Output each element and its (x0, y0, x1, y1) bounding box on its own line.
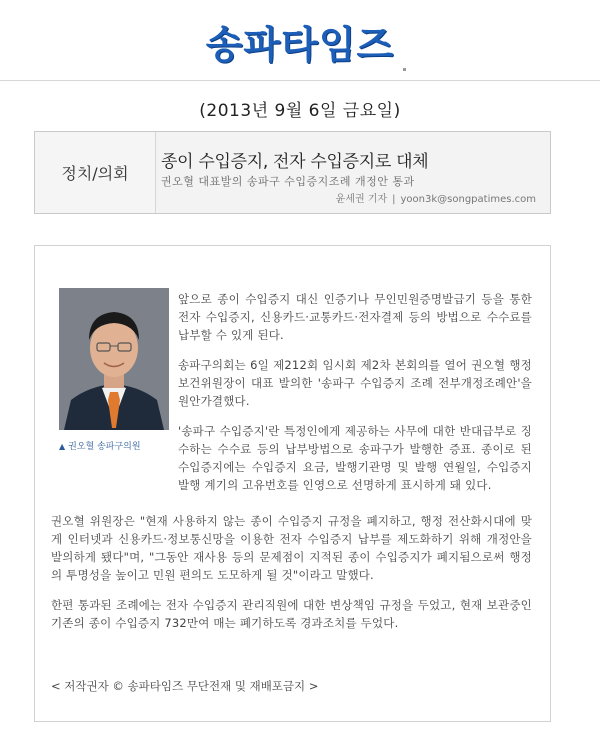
paragraph-1: 앞으로 종이 수입증지 대신 인증기나 무인민원증명발급기 등을 통한 전자 수입증지, 신용카드·교통카드·전자결제 등의 방법으로 수수료를 납부할 수 있게 된다. (178, 292, 532, 342)
category-label: 정치/의회 (35, 132, 156, 213)
masthead (0, 0, 600, 81)
portrait-photo (59, 288, 169, 430)
site-logo[interactable]: 송파타임즈 (205, 23, 395, 67)
portrait-image (59, 288, 169, 430)
reporter-name: 윤세권 기자 (335, 194, 388, 205)
byline (336, 190, 536, 205)
article-header (34, 131, 551, 214)
paragraph-5: 한편 통과된 조례에는 전자 수입증지 관리직원에 대한 변상책임 규정을 두었고, 현재 보관중인 기존의 종이 수입증지 732만여 매는 폐기하도록 경과조치를 두었다. (51, 598, 532, 630)
article-body (34, 245, 551, 722)
reporter-email[interactable]: yoon3k@songpatimes.com (400, 194, 536, 205)
byline-separator: | (392, 194, 396, 205)
photo-caption-text: 권오혈 송파구의원 (68, 442, 141, 452)
decorative-dot (403, 68, 406, 71)
article-subheadline: 권오혈 대표발의 송파구 수입증지조례 개정안 통과 (161, 175, 415, 188)
triangle-icon: ▲ (59, 442, 66, 451)
paragraph-3: '송파구 수입증지'란 특정인에게 제공하는 사무에 대한 반대급부로 징수하는 수수료 등의 납부방법으로 송파구가 발행한 증표. 종이로 된 수입증지에는 수입증지 요금, 발행기관명 및 발행 연월일, 수입증지 발행 계기의 고유번호를 인영으로 선명하게 표시하게 돼 있다. (178, 424, 532, 492)
copyright-notice: < 저작권자 © 송파타임즈 무단전재 및 재배포금지 > (51, 679, 319, 693)
paragraph-2: 송파구의회는 6일 제212회 임시회 제2차 본회의를 열어 권오혈 행정보건위원장이 대표 발의한 '송파구 수입증지 조례 전부개정조례안'을 원안가결했다. (178, 358, 532, 408)
publish-date: (2013년 9월 6일 금요일) (199, 101, 401, 121)
paragraph-4: 권오혈 위원장은 "현재 사용하지 않는 종이 수입증지 규정을 폐지하고, 행정 전산화시대에 맞게 인터넷과 신용카드·정보통신망을 이용한 전자 수입증지 납부를 제도화하기 위해 개정안을 발의하게 됐다"며, "그동안 재사용 등의 문제점이 지적된 종이 수입증지가 폐지됨으로써 행정의 투명성을 높이고 민원 편의도 도모하게 될 것"이라고 말했다. (51, 514, 532, 582)
article-headline: 종이 수입증지, 전자 수입증지로 대체 (161, 152, 429, 172)
photo-caption (59, 439, 141, 452)
